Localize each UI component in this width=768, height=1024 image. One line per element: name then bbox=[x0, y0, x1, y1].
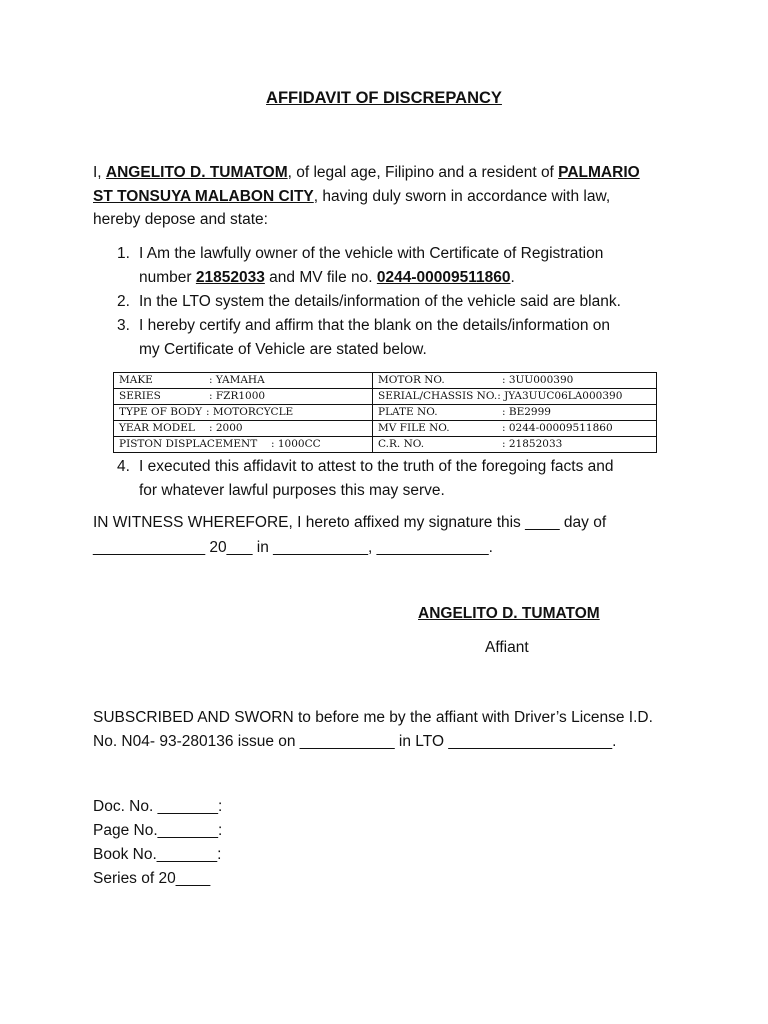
page-no: Page No._______: bbox=[93, 822, 223, 839]
list-item-4-cont: for whatever lawful purposes this may serve. bbox=[139, 482, 445, 499]
intro-line-3: hereby depose and state: bbox=[93, 211, 268, 228]
table-row: YEAR MODEL : 2000 MV FILE NO. : 0244-00009511860 bbox=[114, 421, 657, 437]
list-item-4: 4. I executed this affidavit to attest to the truth of the foregoing facts and bbox=[117, 458, 614, 475]
intro-line-1: I, ANGELITO D. TUMATOM, of legal age, Filipino and a resident of PALMARIO bbox=[93, 164, 640, 181]
witness-line-1: IN WITNESS WHEREFORE, I hereto affixed my signature this ____ day of bbox=[93, 514, 607, 531]
list-item-3: 3. I hereby certify and affirm that the blank on the details/information on bbox=[117, 317, 611, 334]
list-item-2: 2. In the LTO system the details/information of the vehicle said are blank. bbox=[117, 293, 621, 310]
cr-number: 21852033 bbox=[195, 269, 265, 286]
address-part-1: PALMARIO bbox=[558, 164, 640, 181]
doc-no: Doc. No. _______: bbox=[93, 798, 223, 815]
book-no: Book No._______: bbox=[93, 846, 222, 863]
signatory-name: ANGELITO D. TUMATOM bbox=[418, 605, 600, 622]
jurat-line-2: No. N04- 93-280136 issue on ___________ in LTO ___________________. bbox=[93, 733, 617, 750]
jurat-line-1: SUBSCRIBED AND SWORN to before me by the affiant with Driver’s License I.D. bbox=[93, 709, 653, 726]
table-row: TYPE OF BODY : MOTORCYCLE PLATE NO. : BE2999 bbox=[114, 405, 657, 421]
list-item-1-cont: number 21852033 and MV file no. 0244-00009511860. bbox=[139, 269, 515, 286]
table-row: SERIES : FZR1000 SERIAL/CHASSIS NO.: JYA3UUC06LA000390 bbox=[114, 389, 657, 405]
list-item-1: 1. I Am the lawfully owner of the vehicle with Certificate of Registration bbox=[117, 245, 604, 262]
signatory-role: Affiant bbox=[485, 639, 529, 656]
table-row: MAKE : YAMAHA MOTOR NO. : 3UU000390 bbox=[114, 373, 657, 389]
list-item-3-cont: my Certificate of Vehicle are stated below. bbox=[139, 341, 427, 358]
table-row: PISTON DISPLACEMENT : 1000CC C.R. NO. : 21852033 bbox=[114, 437, 657, 453]
series-of: Series of 20____ bbox=[93, 870, 211, 887]
affiant-name: ANGELITO D. TUMATOM bbox=[105, 164, 288, 181]
witness-line-2: _____________ 20___ in ___________, _____________. bbox=[93, 539, 493, 556]
document-title: AFFIDAVIT OF DISCREPANCY bbox=[266, 89, 502, 107]
intro-line-2: ST TONSUYA MALABON CITY, having duly sworn in accordance with law, bbox=[93, 188, 611, 205]
mv-file-number: 0244-00009511860 bbox=[376, 269, 511, 286]
vehicle-details-table bbox=[113, 372, 657, 453]
address-part-2: ST TONSUYA MALABON CITY bbox=[93, 188, 314, 205]
